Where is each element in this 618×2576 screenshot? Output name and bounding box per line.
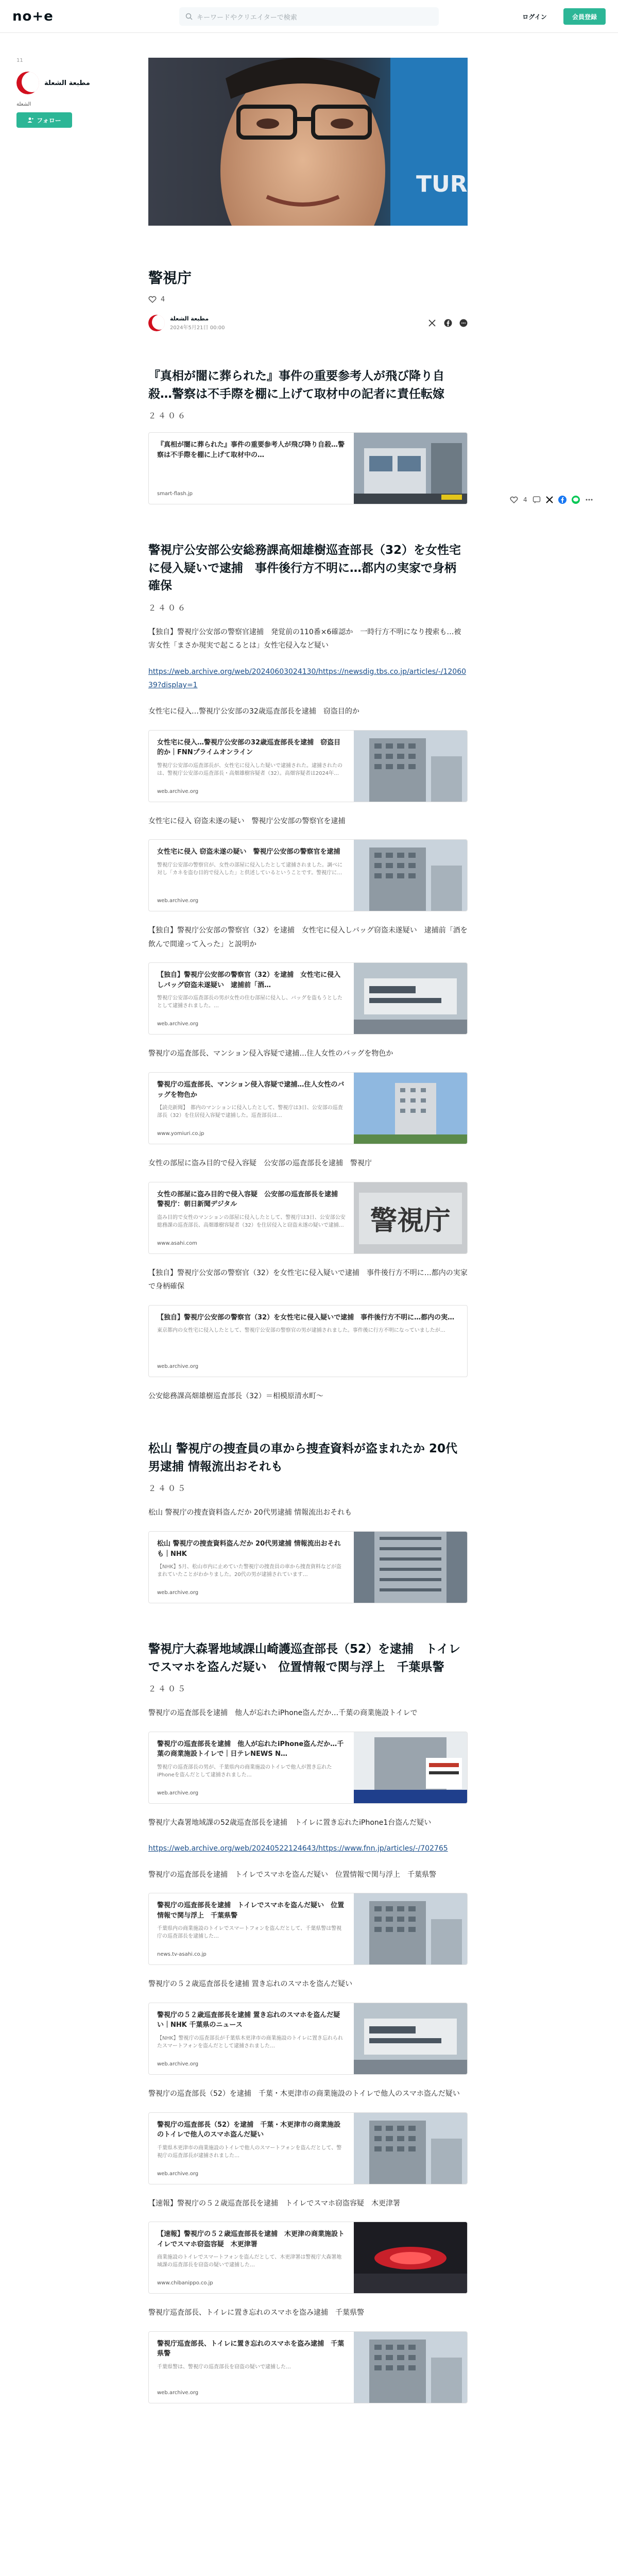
paragraph: 警視庁の巡査部長、マンション侵入容疑で逮捕…住人女性のバッグを物色か <box>148 1049 393 1058</box>
link-card-title: 『真相が闇に葬られた』事件の重要参考人が飛び降り自殺…警察は不手際を棚に上げて取材中の… <box>157 441 345 459</box>
sidebar-count: 11 <box>16 58 23 63</box>
section-heading: 警視庁大森署地域課山崎護巡査部長（52）を逮捕 トイレでスマホを盗んだ疑い 位置情報で関与浮上 千葉県警 <box>148 1642 460 1674</box>
creator-sidebar <box>16 58 119 128</box>
more-button[interactable] <box>585 496 593 504</box>
link-card-description: 東京都内の女性宅に侵入したとして、警視庁公安部の警察官の男が逮捕されました。事件後に行方不明になっていましたが… <box>157 1328 445 1334</box>
author-name[interactable]: مطبعة الشعلة <box>170 315 209 323</box>
float-like-count: 4 <box>523 496 527 503</box>
link-card-thumbnail <box>354 433 467 504</box>
link-card-title: 警視庁の５２歳巡査部長を逮捕 置き忘れのスマホを盗んだ疑い｜NHK 千葉県のニュース <box>157 2011 340 2029</box>
creator-subtitle: الشعلة <box>16 101 31 107</box>
paragraph: 警視庁巡査部長、トイレに置き忘れのスマホを盗み逮捕 千葉県警 <box>148 2309 365 2317</box>
link-card-title: 女性の部屋に盗み目的で侵入容疑 公安部の巡査部長を逮捕 警視庁：朝日新聞デジタル <box>157 1190 345 1209</box>
paragraph: 【独自】警視庁公安部の警察官（32）を逮捕 女性宅に侵入しバッグ窃盗未遂疑い 逮捕前「酒を飲んで間違って入った」と説明か <box>148 926 468 948</box>
x-icon <box>546 496 553 503</box>
link-card-thumbnail <box>354 840 467 911</box>
link-card-source: web.archive.org <box>157 1590 199 1596</box>
paragraph: 警視庁の巡査部長を逮捕 他人が忘れたiPhone盗んだか…千葉の商業施設トイレで <box>148 1709 418 1717</box>
add-user-icon <box>27 117 33 123</box>
link-card-title: 警視庁の巡査部長（52）を逮捕 千葉・木更津市の商業施設のトイレで他人のスマホ盗んだ疑い <box>157 2121 341 2139</box>
link-card[interactable] <box>148 2112 468 2184</box>
section-heading: 警視庁公安部公安総務課高畑雄樹巡査部長（32）を女性宅に侵入疑いで逮捕 事件後行方不明に…都内の実家で身柄確保 <box>148 544 461 593</box>
link-card-text <box>149 1182 354 1253</box>
facebook-icon <box>558 496 566 504</box>
link-card-title: 警視庁の巡査部長を逮捕 トイレでスマホを盗んだ疑い 位置情報で関与浮上 千葉県警 <box>157 1902 345 1920</box>
link-card[interactable] <box>148 2222 468 2294</box>
paragraph: 女性宅に侵入 窃盗未遂の疑い 警視庁公安部の警察官を逮捕 <box>148 817 346 825</box>
link-card-source: news.tv-asahi.co.jp <box>157 1952 207 1958</box>
link-card[interactable] <box>148 2003 468 2075</box>
more-icon <box>585 496 593 504</box>
link-card-description: 警視庁の巡査部長の男が、千葉県内の商業施設のトイレで他人が置き忘れたiPhoneを盗んだとして逮捕されました… <box>157 1764 332 1778</box>
link-card-title: 松山 警視庁の捜査資料盗んだか 20代男逮捕 情報流出おそれも｜NHK <box>157 1540 341 1558</box>
paragraph: 女性の部屋に盗み目的で侵入容疑 公安部の巡査部長を逮捕 警視庁 <box>148 1159 372 1168</box>
heart-icon[interactable] <box>148 295 157 303</box>
link-card-title: 女性宅に侵入…警視庁公安部の32歳巡査部長を逮捕 窃盗目的か｜FNNプライムオンライン <box>157 738 341 757</box>
author-avatar[interactable] <box>148 315 165 331</box>
link-card-text <box>149 1073 354 1144</box>
paragraph: 警視庁の巡査部長を逮捕 トイレでスマホを盗んだ疑い 位置情報で関与浮上 千葉県警 <box>148 1870 437 1879</box>
link-card-thumbnail <box>354 1532 467 1603</box>
follow-label: フォロー <box>37 116 61 124</box>
article-section <box>148 541 468 1403</box>
link-card-text <box>149 840 354 911</box>
link-card-source: web.archive.org <box>157 898 199 904</box>
link-card-description: 【読売新聞】 都内のマンションに侵入したとして、警視庁は3日、公安部の巡査部長（32）を住居侵入容疑で逮捕した。巡査部長は… <box>157 1105 343 1119</box>
link-card-thumbnail <box>354 2332 467 2403</box>
facebook-share-button[interactable] <box>558 496 566 504</box>
link-card-text <box>149 2003 354 2074</box>
article-title: 警視庁 <box>148 269 192 286</box>
like-count: 4 <box>161 295 165 303</box>
like-button[interactable] <box>510 496 518 504</box>
link-card-title: 【速報】警視庁の５２歳巡査部長を逮捕 木更津の商業施設トイレでスマホ窃盗容疑 木更津署 <box>157 2230 345 2248</box>
paragraph: 【独自】警視庁公安部の警察官逮捕 発覚前の110番×6確認か 一時行方不明になり捜索も…被害女性「まさか現実で起こるとは」女性宅侵入など疑い <box>148 628 461 650</box>
eyecatch-image <box>148 58 468 226</box>
link-card-description: 【NHK】警視庁の巡査部長が千葉県木更津市の商業施設のトイレに置き忘れられたスマートフォンを盗んだとして逮捕されました… <box>157 2035 344 2049</box>
search-placeholder: キーワードやクリエイターで検索 <box>197 13 297 22</box>
link-card-title: 警視庁の巡査部長、マンション侵入容疑で逮捕…住人女性のバッグを物色か <box>157 1081 345 1099</box>
paragraph: 女性宅に侵入…警視庁公安部の32歳巡査部長を逮捕 窃盗目的か <box>148 707 359 716</box>
link-card[interactable] <box>148 1732 468 1804</box>
link-card[interactable] <box>148 1305 468 1377</box>
note-logo[interactable]: no+e <box>12 8 54 24</box>
signup-button[interactable]: 会員登録 <box>563 8 606 25</box>
link-card-text <box>149 731 354 802</box>
comment-button[interactable] <box>533 496 541 504</box>
follow-button[interactable] <box>16 112 72 128</box>
section-date: ２４０５ <box>148 1484 188 1494</box>
link-card-text <box>149 963 354 1034</box>
link-card-description: 千葉県木更津市の商業施設のトイレで他人のスマートフォンを盗んだとして、警視庁の巡査部長が逮捕されました… <box>157 2145 342 2159</box>
article-likes <box>148 295 468 303</box>
link-card[interactable] <box>148 839 468 911</box>
author-row <box>148 315 468 331</box>
more-share-icon[interactable] <box>459 319 468 327</box>
link-card-description: 警視庁公安部の巡査部長の男が女性の住む部屋に侵入し、バッグを盗もうとしたとして逮捕されました。… <box>157 995 342 1009</box>
link-card[interactable] <box>148 2331 468 2403</box>
link-card-text <box>149 2332 354 2403</box>
link-card-source: web.archive.org <box>157 2389 199 2396</box>
link-card-description: 警視庁公安部の巡査部長が、女性宅に侵入した疑いで逮捕された。逮捕されたのは、警視庁公安部の巡査部長・高畑雄樹容疑者（32）。高畑容疑者は2024年… <box>157 762 342 776</box>
x-share-icon[interactable] <box>428 319 437 327</box>
link-card-source: www.asahi.com <box>157 1240 197 1246</box>
svg-text:警視庁: 警視庁 <box>370 1205 451 1236</box>
link-card-source: web.archive.org <box>157 1363 199 1369</box>
line-share-button[interactable] <box>572 496 580 504</box>
line-icon <box>572 496 580 504</box>
link-card[interactable] <box>148 1182 468 1254</box>
comment-icon <box>533 496 541 504</box>
link-card-title: 警視庁巡査部長、トイレに置き忘れのスマホを盗み逮捕 千葉県警 <box>157 2340 345 2358</box>
paragraph: 警視庁大森署地域課の52歳巡査部長を逮捕 トイレに置き忘れたiPhone1台盗んだ疑い <box>148 1818 432 1827</box>
link-card-text <box>149 433 354 504</box>
link-card[interactable] <box>148 432 468 504</box>
link-card-text <box>149 1893 354 1964</box>
link-card-description: 【NHK】5月、松山市内に止めていた警視庁の捜査員の車から捜査資料などが盗まれていたことがわかりました。20代の男が逮捕されています… <box>157 1564 341 1578</box>
link-card-title: 【独自】警視庁公安部の警察官（32）を逮捕 女性宅に侵入しバッグ窃盗未遂疑い 逮捕前「酒… <box>157 971 341 989</box>
article-body <box>148 367 468 2403</box>
url-link[interactable]: https://web.archive.org/web/20240522124643/https://www.fnn.jp/articles/-/702765 <box>148 1844 448 1853</box>
paragraph: 公安総務課高畑雄樹巡査部長（32）＝相模原清水町〜 <box>148 1392 323 1400</box>
link-card-description: 千葉県警は、警視庁の巡査部長を窃盗の疑いで逮捕した… <box>157 2364 291 2370</box>
article-section <box>148 367 468 504</box>
paragraph: 【独自】警視庁公安部の警察官（32）を女性宅に侵入疑いで逮捕 事件後行方不明に…都内の実家で身柄確保 <box>148 1268 468 1291</box>
link-card-description: 商業施設のトイレでスマートフォンを盗んだとして、木更津署は警視庁大森署地域課の巡査部長を窃盗の疑いで逮捕した… <box>157 2255 342 2268</box>
link-card-description: 警視庁公安部の警察官が、女性の部屋に侵入したとして逮捕されました。調べに対し「カネを盗む目的で侵入した」と供述しているということです。警視庁に… <box>157 862 342 876</box>
link-card-text <box>149 2113 354 2184</box>
link-card-thumbnail <box>354 1182 467 1254</box>
creator-avatar[interactable] <box>16 72 39 94</box>
link-card[interactable] <box>148 1072 468 1144</box>
facebook-share-icon[interactable] <box>444 319 452 327</box>
link-card-source: web.archive.org <box>157 1790 199 1796</box>
link-card-thumbnail <box>354 1073 467 1144</box>
link-card-source: www.yomiuri.co.jp <box>157 1131 204 1137</box>
paragraph: 【速報】警視庁の５２歳巡査部長を逮捕 トイレでスマホ窃盗容疑 木更津署 <box>148 2199 401 2208</box>
publish-date: 2024年5月21日 00:00 <box>170 325 225 331</box>
link-card-text <box>149 2222 354 2293</box>
url-link[interactable]: https://web.archive.org/web/20240603024130/https://newsdig.tbs.co.jp/articles/-/1206039?display=1 <box>148 667 467 690</box>
link-card-description: 盗み目的で女性のマンションの部屋に侵入したとして、警視庁は3日、公安部公安総務課の巡査部長、高畑雄樹容疑者（32）を住居侵入と窃盗未遂の疑いで逮捕… <box>157 1214 346 1228</box>
link-card-thumbnail <box>354 1893 467 1965</box>
section-date: ２４０５ <box>148 1684 188 1693</box>
link-card-description: 千葉県内の商業施設のトイレでスマートフォンを盗んだとして、千葉県警は警視庁の巡査部長を逮捕した… <box>157 1926 342 1940</box>
link-card-source: www.chibanippo.co.jp <box>157 2280 213 2286</box>
link-card-thumbnail <box>354 2003 467 2075</box>
login-button[interactable]: ログイン <box>522 13 547 21</box>
creator-name[interactable]: مطبعة الشعلة <box>44 79 90 87</box>
search-icon <box>185 13 193 20</box>
article-section <box>148 1440 468 1603</box>
link-card-source: web.archive.org <box>157 2171 199 2177</box>
link-card-source: web.archive.org <box>157 788 199 794</box>
link-card-thumbnail <box>354 2113 467 2184</box>
link-card-text <box>149 1532 354 1603</box>
section-date: ２４０６ <box>148 603 188 613</box>
link-card[interactable] <box>148 730 468 802</box>
link-card-title: 女性宅に侵入 窃盗未遂の疑い 警視庁公安部の警察官を逮捕 <box>157 848 340 856</box>
share-icons <box>428 319 468 327</box>
section-heading: 松山 警視庁の捜査員の車から捜査資料が盗まれたか 20代男逮捕 情報流出おそれも <box>148 1442 458 1473</box>
link-card-thumbnail <box>354 731 467 802</box>
article-section <box>148 1640 468 2403</box>
paragraph: 警視庁の巡査部長（52）を逮捕 千葉・木更津市の商業施設のトイレで他人のスマホ盗んだ疑い <box>148 2089 460 2098</box>
paragraph: 警視庁の５２歳巡査部長を逮捕 置き忘れのスマホを盗んだ疑い <box>148 1980 353 1989</box>
link-card-source: web.archive.org <box>157 2061 199 2067</box>
link-card[interactable] <box>148 1531 468 1603</box>
link-card-thumbnail <box>354 2222 467 2294</box>
link-card-text <box>149 1306 467 1377</box>
link-card[interactable] <box>148 962 468 1035</box>
heart-icon <box>510 496 518 504</box>
site-header <box>0 0 618 33</box>
link-card-source: web.archive.org <box>157 1021 199 1027</box>
svg-text:TUR: TUR <box>416 171 468 197</box>
link-card[interactable] <box>148 1893 468 1965</box>
link-card-text <box>149 1732 354 1803</box>
link-card-title: 警視庁の巡査部長を逮捕 他人が忘れたiPhone盗んだか…千葉の商業施設トイレで｜日テレNEWS N… <box>157 1740 344 1758</box>
link-card-thumbnail <box>354 1732 467 1804</box>
link-card-title: 【独自】警視庁公安部の警察官（32）を女性宅に侵入疑いで逮捕 事件後行方不明に…都内の実… <box>157 1313 455 1321</box>
x-share-button[interactable] <box>546 496 553 503</box>
search-box[interactable] <box>179 7 439 26</box>
floating-action-bar <box>510 496 593 504</box>
section-heading: 『真相が闇に葬られた』事件の重要参考人が飛び降り自殺…警察は不手際を棚に上げて取材中の記者に責任転嫁 <box>148 369 444 401</box>
link-card-thumbnail <box>354 963 467 1035</box>
paragraph: 松山 警視庁の捜査資料盗んだか 20代男逮捕 情報流出おそれも <box>148 1509 352 1517</box>
article-main <box>148 268 468 2403</box>
link-card-source: smart-flash.jp <box>157 491 193 497</box>
section-date: ２４０６ <box>148 411 188 421</box>
